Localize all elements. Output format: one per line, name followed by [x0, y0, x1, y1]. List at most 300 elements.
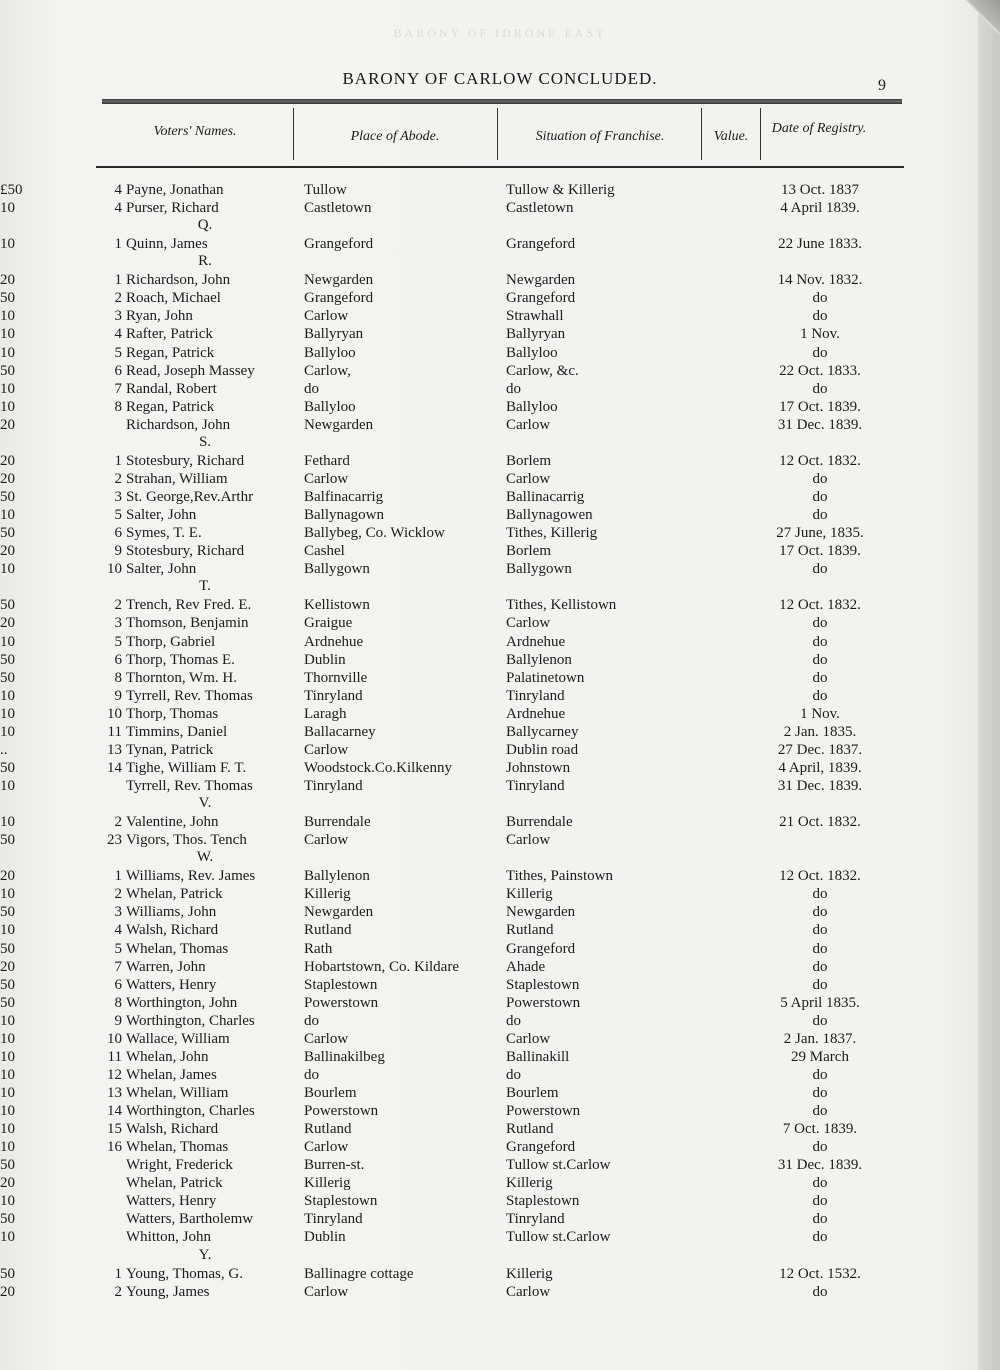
franchise-value: 50 [0, 1157, 15, 1173]
voter-name: Quinn, James [126, 236, 208, 252]
situation-of-franchise: Carlow, &c. [506, 363, 579, 379]
header-bottom-rule [96, 166, 904, 168]
voter-name: Whelan, Thomas [126, 1139, 229, 1155]
voter-row [0, 1120, 1000, 1138]
voter-name: Thomson, Benjamin [126, 615, 249, 631]
registry-date: 5 April 1835. [780, 995, 860, 1011]
voter-row [0, 1265, 1000, 1283]
franchise-value: 20 [0, 471, 15, 487]
situation-of-franchise: do [506, 381, 521, 397]
place-of-abode: Ballyryan [304, 326, 364, 342]
franchise-value: 50 [0, 1211, 15, 1227]
voter-name: Watters, Henry [126, 977, 217, 993]
situation-of-franchise: do [506, 1067, 521, 1083]
voter-name: Read, Joseph Massey [126, 363, 255, 379]
situation-of-franchise: Borlem [506, 543, 551, 559]
registry-date: do [812, 634, 828, 650]
place-of-abode: Ballyloo [304, 345, 356, 361]
voter-number: 1 [114, 236, 122, 252]
situation-of-franchise: Rutland [506, 1121, 554, 1137]
registry-date: 7 Oct. 1839. [782, 1121, 858, 1137]
franchise-value: £50 [0, 182, 23, 198]
voter-name: Walsh, Richard [126, 922, 219, 938]
franchise-value: 10 [0, 507, 15, 523]
voter-name: Whelan, James [126, 1067, 217, 1083]
voter-row [0, 542, 1000, 560]
franchise-value: 50 [0, 832, 15, 848]
franchise-value: 50 [0, 489, 15, 505]
franchise-value: 10 [0, 922, 15, 938]
situation-of-franchise: Carlow [506, 615, 551, 631]
registry-date: 31 Dec. 1839. [777, 778, 863, 794]
show-through-text: BARONY OF IDRONE EAST [393, 26, 607, 40]
place-of-abode: Burren-st. [304, 1157, 365, 1173]
voter-name: Salter, John [126, 561, 197, 577]
voter-number: 7 [114, 959, 122, 975]
place-of-abode: Ballinagre cottage [304, 1266, 414, 1282]
franchise-value: 10 [0, 1085, 15, 1101]
franchise-value: 20 [0, 453, 15, 469]
situation-of-franchise: Tullow st.Carlow [506, 1229, 611, 1245]
voter-number: 2 [114, 290, 122, 306]
column-divider [497, 108, 498, 160]
situation-of-franchise: Grangeford [506, 290, 576, 306]
voter-number: 15 [107, 1121, 122, 1137]
voter-name: Tyrrell, Rev. Thomas [126, 688, 253, 704]
situation-of-franchise: Grangeford [506, 1139, 576, 1155]
voter-row [0, 1228, 1000, 1246]
situation-of-franchise: Tithes, Killerig [506, 525, 598, 541]
voter-row [0, 831, 1000, 849]
place-of-abode: Kellistown [304, 597, 370, 613]
situation-of-franchise: Newgarden [506, 904, 576, 920]
registry-date: 1 Nov. [800, 706, 840, 722]
registry-date: 17 Oct. 1839. [779, 399, 861, 415]
place-of-abode: Ballyloo [304, 399, 356, 415]
page-title: BARONY OF CARLOW CONCLUDED. [342, 69, 658, 88]
situation-of-franchise: Ballyryan [506, 326, 566, 342]
franchise-value: 20 [0, 1175, 15, 1191]
situation-of-franchise: Ahade [506, 959, 546, 975]
header-top-rule [102, 99, 902, 104]
place-of-abode: Carlow [304, 471, 349, 487]
situation-of-franchise: Ballylenon [506, 652, 572, 668]
voter-name: Purser, Richard [126, 200, 219, 216]
voter-number: 3 [114, 904, 122, 920]
registry-date: 22 June 1833. [778, 236, 862, 252]
voter-name: Whelan, John [126, 1049, 209, 1065]
franchise-value: 10 [0, 886, 15, 902]
situation-of-franchise: Ardnehue [506, 634, 566, 650]
voter-name: Richardson, John [126, 417, 231, 433]
voter-row [0, 705, 1000, 723]
registry-date: do [812, 922, 828, 938]
voter-name: Stotesbury, Richard [126, 543, 245, 559]
voter-row [0, 921, 1000, 939]
voter-row [0, 669, 1000, 687]
voter-name: Wright, Frederick [126, 1157, 233, 1173]
voter-name: Young, James [126, 1284, 210, 1300]
voter-name: Worthington, John [126, 995, 238, 1011]
place-of-abode: Ardnehue [304, 634, 364, 650]
registry-date: do [812, 1067, 828, 1083]
situation-of-franchise: do [506, 1013, 521, 1029]
situation-of-franchise: Burrendale [506, 814, 573, 830]
voter-number: 11 [107, 1049, 122, 1065]
situation-of-franchise: Ballinacarrig [506, 489, 585, 505]
voter-row [0, 633, 1000, 651]
franchise-value: 20 [0, 868, 15, 884]
voter-number: 14 [107, 1103, 122, 1119]
registry-date: 4 April, 1839. [778, 760, 862, 776]
voter-row [0, 362, 1000, 380]
registry-date: 12 Oct. 1832. [779, 453, 861, 469]
registry-date: do [812, 941, 828, 957]
voter-name: Whelan, Thomas [126, 941, 229, 957]
voter-number: 10 [107, 561, 122, 577]
situation-of-franchise: Killerig [506, 1175, 553, 1191]
voter-name: Worthington, Charles [126, 1103, 255, 1119]
registry-date: do [812, 1013, 828, 1029]
situation-of-franchise: Tithes, Kellistown [506, 597, 617, 613]
voter-name: Regan, Patrick [126, 345, 215, 361]
voter-row [0, 994, 1000, 1012]
registry-date: 13 Oct. 1837 [781, 182, 859, 198]
voter-name: Worthington, Charles [126, 1013, 255, 1029]
franchise-value: 10 [0, 1067, 15, 1083]
franchise-value: 10 [0, 326, 15, 342]
column-divider [760, 108, 761, 160]
situation-of-franchise: Carlow [506, 832, 551, 848]
voter-number: 2 [114, 471, 122, 487]
voter-row [0, 976, 1000, 994]
situation-of-franchise: Killerig [506, 1266, 553, 1282]
place-of-abode: Tullow [304, 182, 347, 198]
header-date-of-registry: Date of Registry. [771, 121, 867, 136]
voter-number: 6 [114, 363, 122, 379]
voter-row [0, 813, 1000, 831]
voter-number: 9 [114, 543, 122, 559]
situation-of-franchise: Tinryland [506, 1211, 565, 1227]
voter-number: 5 [114, 634, 122, 650]
situation-of-franchise: Dublin road [506, 742, 579, 758]
franchise-value: 50 [0, 652, 15, 668]
voter-name: Symes, T. E. [126, 525, 202, 541]
registry-date: do [812, 561, 828, 577]
place-of-abode: Powerstown [304, 1103, 379, 1119]
situation-of-franchise: Ballinakill [506, 1049, 570, 1065]
voter-row [0, 741, 1000, 759]
place-of-abode: Killerig [304, 1175, 351, 1191]
situation-of-franchise: Killerig [506, 886, 553, 902]
place-of-abode: Carlow [304, 1139, 349, 1155]
voter-row [0, 903, 1000, 921]
franchise-value: 50 [0, 597, 15, 613]
franchise-value: 50 [0, 760, 15, 776]
situation-of-franchise: Tinryland [506, 688, 565, 704]
registry-date: do [812, 1139, 828, 1155]
registry-date: 12 Oct. 1832. [779, 868, 861, 884]
voter-row [0, 1156, 1000, 1174]
registry-date: 12 Oct. 1532. [779, 1266, 861, 1282]
voter-number: 2 [114, 814, 122, 830]
voter-row [0, 687, 1000, 705]
franchise-value: 10 [0, 561, 15, 577]
voter-row [0, 867, 1000, 885]
situation-of-franchise: Ballygown [506, 561, 572, 577]
voter-name: Watters, Henry [126, 1193, 217, 1209]
situation-of-franchise: Palatinetown [506, 670, 585, 686]
registry-date: do [812, 1229, 828, 1245]
voter-row [0, 416, 1000, 434]
franchise-value: 20 [0, 1284, 15, 1300]
situation-of-franchise: Powerstown [506, 995, 581, 1011]
voter-number: 6 [114, 652, 122, 668]
voter-row [0, 940, 1000, 958]
voter-row [0, 1174, 1000, 1192]
section-letter: Q. [197, 217, 213, 233]
header-place-of-abode: Place of Abode. [350, 129, 440, 144]
registry-date: do [812, 345, 828, 361]
voter-number: 4 [114, 200, 122, 216]
place-of-abode: Ballinakilbeg [304, 1049, 385, 1065]
voter-row [0, 1030, 1000, 1048]
franchise-value: 50 [0, 941, 15, 957]
column-divider [293, 108, 294, 160]
voter-name: Vigors, Thos. Tench [126, 832, 247, 848]
registry-date: 4 April 1839. [780, 200, 860, 216]
franchise-value: 10 [0, 778, 15, 794]
franchise-value: 50 [0, 904, 15, 920]
situation-of-franchise: Ballycarney [506, 724, 579, 740]
voter-row [0, 199, 1000, 217]
registry-date: do [812, 290, 828, 306]
voter-number: 10 [107, 706, 122, 722]
voter-number: 9 [114, 688, 122, 704]
voter-number: 3 [114, 308, 122, 324]
place-of-abode: Laragh [304, 706, 347, 722]
voter-name: Young, Thomas, G. [126, 1266, 243, 1282]
voter-name: Regan, Patrick [126, 399, 215, 415]
place-of-abode: Carlow [304, 742, 349, 758]
situation-of-franchise: Grangeford [506, 236, 576, 252]
voter-row [0, 1066, 1000, 1084]
registry-date: do [812, 670, 828, 686]
place-of-abode: Bourlem [304, 1085, 357, 1101]
voter-name: Trench, Rev Fred. E. [126, 597, 252, 613]
voter-name: Strahan, William [126, 471, 228, 487]
voter-number: 2 [114, 886, 122, 902]
place-of-abode: Dublin [304, 1229, 346, 1245]
voter-name: Whelan, Patrick [126, 886, 223, 902]
situation-of-franchise: Ballyloo [506, 399, 558, 415]
place-of-abode: Rath [304, 941, 333, 957]
voter-row [0, 777, 1000, 795]
place-of-abode: Newgarden [304, 417, 374, 433]
section-letter: W. [196, 849, 214, 865]
situation-of-franchise: Grangeford [506, 941, 576, 957]
section-letter: R. [198, 253, 212, 269]
situation-of-franchise: Carlow [506, 1284, 551, 1300]
voter-row [0, 181, 1000, 199]
situation-of-franchise: Powerstown [506, 1103, 581, 1119]
voter-row [0, 271, 1000, 289]
voter-number: 1 [114, 272, 122, 288]
voter-row [0, 524, 1000, 542]
voter-name: Timmins, Daniel [126, 724, 228, 740]
place-of-abode: Carlow [304, 832, 349, 848]
voter-name: Thornton, Wm. H. [126, 670, 237, 686]
franchise-value: 10 [0, 1013, 15, 1029]
franchise-value: 50 [0, 363, 15, 379]
place-of-abode: do [304, 1067, 319, 1083]
registry-date: 12 Oct. 1832. [779, 597, 861, 613]
place-of-abode: Powerstown [304, 995, 379, 1011]
header-situation-of-franchise: Situation of Franchise. [535, 129, 665, 144]
franchise-value: 10 [0, 814, 15, 830]
page-corner-fold [964, 0, 1000, 34]
registry-date: do [812, 688, 828, 704]
voter-number: 1 [114, 1266, 122, 1282]
voter-name: Williams, John [126, 904, 217, 920]
place-of-abode: Killerig [304, 886, 351, 902]
franchise-value: 20 [0, 615, 15, 631]
franchise-value: 10 [0, 200, 15, 216]
voter-row [0, 958, 1000, 976]
franchise-value: 10 [0, 399, 15, 415]
voter-number: 12 [107, 1067, 122, 1083]
voter-name: Tyrrell, Rev. Thomas [126, 778, 253, 794]
voter-name: Watters, Bartholemw [126, 1211, 254, 1227]
registry-date: 2 Jan. 1835. [783, 724, 857, 740]
voter-number: 7 [114, 381, 122, 397]
franchise-value: 20 [0, 272, 15, 288]
place-of-abode: Rutland [304, 922, 352, 938]
voter-row [0, 885, 1000, 903]
voter-row [0, 651, 1000, 669]
franchise-value: 10 [0, 724, 15, 740]
voter-row [0, 1138, 1000, 1156]
voter-number: 8 [114, 399, 122, 415]
franchise-value: 20 [0, 543, 15, 559]
voter-row [0, 614, 1000, 632]
voter-name: Roach, Michael [126, 290, 221, 306]
franchise-value: 10 [0, 1193, 15, 1209]
voter-row [0, 560, 1000, 578]
franchise-value: 20 [0, 959, 15, 975]
franchise-value: 20 [0, 417, 15, 433]
place-of-abode: Grangeford [304, 236, 374, 252]
franchise-value: 10 [0, 1139, 15, 1155]
voter-number: 4 [114, 182, 122, 198]
voter-number: 11 [107, 724, 122, 740]
voter-name: Whelan, William [126, 1085, 229, 1101]
registry-date: do [812, 507, 828, 523]
registry-date: 27 June, 1835. [776, 525, 864, 541]
registry-date: do [812, 886, 828, 902]
situation-of-franchise: Castletown [506, 200, 574, 216]
registry-date: 31 Dec. 1839. [777, 1157, 863, 1173]
voter-name: Rafter, Patrick [126, 326, 213, 342]
voter-number: 4 [114, 326, 122, 342]
voter-row [0, 325, 1000, 343]
voter-row [0, 1192, 1000, 1210]
voter-name: Tighe, William F. T. [126, 760, 247, 776]
franchise-value: 50 [0, 290, 15, 306]
voter-number: 5 [114, 345, 122, 361]
place-of-abode: Fethard [304, 453, 350, 469]
voter-number: 8 [114, 670, 122, 686]
situation-of-franchise: Carlow [506, 417, 551, 433]
place-of-abode: Graigue [304, 615, 353, 631]
voter-name: Wallace, William [126, 1031, 230, 1047]
place-of-abode: Staplestown [304, 1193, 378, 1209]
voter-number: 6 [114, 977, 122, 993]
place-of-abode: Tinryland [304, 1211, 363, 1227]
registry-date: do [812, 1193, 828, 1209]
voter-name: Whitton, John [126, 1229, 211, 1245]
voter-row [0, 1012, 1000, 1030]
place-of-abode: Newgarden [304, 904, 374, 920]
voter-number: 6 [114, 525, 122, 541]
registry-date: 1 Nov. [800, 326, 840, 342]
voter-row [0, 596, 1000, 614]
situation-of-franchise: Staplestown [506, 977, 580, 993]
voter-name: St. George,Rev.Arthr [126, 489, 254, 505]
voter-number: 1 [114, 868, 122, 884]
place-of-abode: do [304, 1013, 319, 1029]
section-letter: Y. [198, 1247, 212, 1263]
place-of-abode: Ballybeg, Co. Wicklow [304, 525, 445, 541]
voter-row [0, 488, 1000, 506]
franchise-value: 10 [0, 345, 15, 361]
place-of-abode: Ballylenon [304, 868, 370, 884]
franchise-value: 50 [0, 525, 15, 541]
voter-name: Warren, John [126, 959, 206, 975]
registry-date: do [812, 1103, 828, 1119]
situation-of-franchise: Tullow st.Carlow [506, 1157, 611, 1173]
franchise-value: 10 [0, 236, 15, 252]
franchise-value: 10 [0, 308, 15, 324]
voter-row [0, 307, 1000, 325]
voter-row [0, 506, 1000, 524]
voter-number: 2 [114, 1284, 122, 1300]
section-letter: T. [199, 578, 211, 594]
place-of-abode: Hobartstown, Co. Kildare [304, 959, 459, 975]
registry-date: do [812, 1211, 828, 1227]
place-of-abode: Tinryland [304, 688, 363, 704]
registry-date: do [812, 615, 828, 631]
voter-row [0, 470, 1000, 488]
franchise-value: 10 [0, 688, 15, 704]
voter-row [0, 1048, 1000, 1066]
place-of-abode: Rutland [304, 1121, 352, 1137]
page-number: 9 [878, 77, 886, 94]
voter-number: 10 [107, 1031, 122, 1047]
place-of-abode: Balfinacarrig [304, 489, 384, 505]
column-divider [701, 108, 702, 160]
situation-of-franchise: Bourlem [506, 1085, 559, 1101]
registry-date: 17 Oct. 1839. [779, 543, 861, 559]
registry-date: do [812, 489, 828, 505]
situation-of-franchise: Ardnehue [506, 706, 566, 722]
place-of-abode: Thornville [304, 670, 368, 686]
place-of-abode: Burrendale [304, 814, 371, 830]
voter-name: Salter, John [126, 507, 197, 523]
section-letter: V. [198, 795, 212, 811]
registry-date: do [812, 959, 828, 975]
registry-date: do [812, 381, 828, 397]
